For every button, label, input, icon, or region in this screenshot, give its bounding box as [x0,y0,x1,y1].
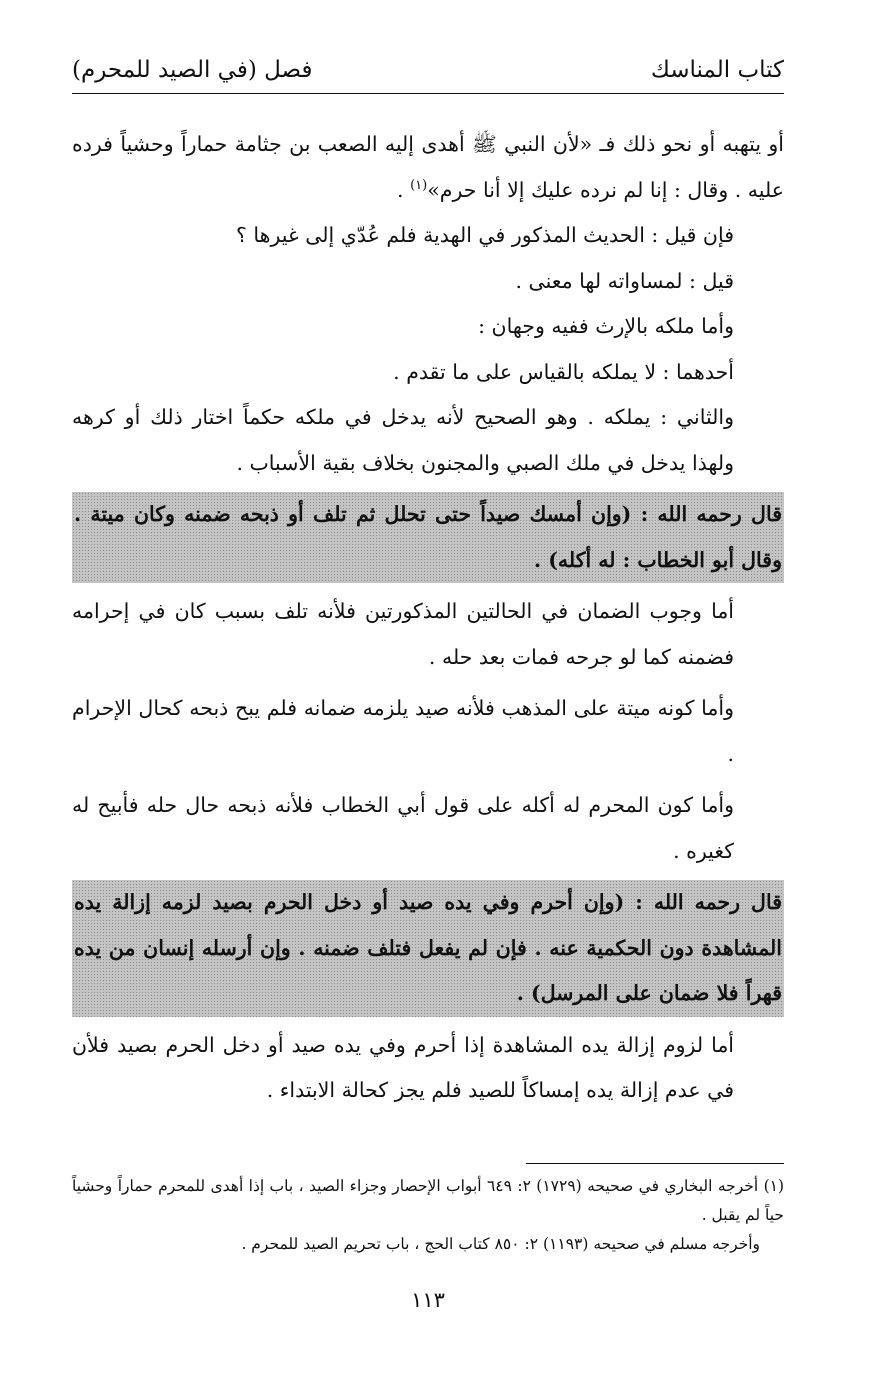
paragraph-3: قيل : لمساواته لها معنى . [515,268,734,293]
footnote-rule [526,1163,784,1164]
paragraph-10: أما لزوم إزالة يده المشاهدة إذا أحرم وفي يده صيد أو دخل الحرم بصيد فلأن في عدم إزالة يده إمساكاً للصيد فلم يجز كحالة الابتداء . [72,1032,734,1102]
footnote-marker: (١) [410,177,428,193]
paragraph-1: أو يتهبه أو نحو ذلك فـ «لأن النبي ﷺ أهدى إليه الصعب بن جثامة حماراً وحشياً فرده عليه . وقال : إنا لم نرده عليك إلا أنا حرم»$^{(١)}$ . [72,132,784,202]
paragraph-9: وأما كون المحرم له أكله على قول أبي الخطاب فلأنه ذبحه حال حله فأبيح له كغيره . [72,793,734,863]
main-text [72,122,784,1114]
footnote-1-continued: وأخرجه مسلم في صحيحه (١١٩٣) ٢: ٨٥٠ كتاب الحج ، باب تحريم الصيد للمحرم . [241,1235,760,1253]
paragraph-5: أحدهما : لا يملكه بالقياس على ما تقدم . [393,359,734,384]
page-number: ١١٣ [411,1288,445,1312]
book-title: كتاب المناسك [650,57,784,83]
footnotes [72,1172,784,1259]
running-header [72,50,784,90]
paragraph-7: أما وجوب الضمان في الحالتين المذكورتين فلأنه تلف بسبب كان في إحرامه فضمنه كما لو جرحه فمات بعد حله . [72,599,734,669]
footnote-1: (١) أخرجه البخاري في صحيحه (١٧٢٩) ٢: ٦٤٩ أبواب الإحصار وجزاء الصيد ، باب إذا أهدى للمحرم حماراً وحشياً حياً لم يقبل . [72,1177,785,1224]
section-title: فصل (في الصيد للمحرم) [72,57,313,83]
book-page [72,0,784,1377]
paragraph-6: والثاني : يملكه . وهو الصحيح لأنه يدخل في ملكه حكماً اختار ذلك أو كرهه ولهذا يدخل في ملك الصبي والمجنون بخلاف بقية الأسباب . [72,405,734,475]
paragraph-8: وأما كونه ميتة على المذهب فلأنه صيد يلزمه ضمانه فلم يبح ذبحه كحال الإحرام . [72,696,734,766]
matn-quote-2: قال رحمه الله : (وإن أحرم وفي يده صيد أو دخل الحرم بصيد لزمه إزالة يده المشاهدة دون الحكمية عنه . فإن لم يفعل فتلف ضمنه . وإن أرسله إنسان من يده قهراً فلا ضمان على المرسل) . [72,880,784,1017]
paragraph-4: وأما ملكه بالإرث ففيه وجهان : [478,314,734,338]
matn-quote-1: قال رحمه الله : (وإن أمسك صيداً حتى تحلل ثم تلف أو ذبحه ضمنه وكان ميتة . وقال أبو الخطاب : له أكله) . [72,492,784,583]
header-rule [72,93,784,94]
paragraph-2: فإن قيل : الحديث المذكور في الهدية فلم عُدّي إلى غيرها ؟ [236,223,734,247]
